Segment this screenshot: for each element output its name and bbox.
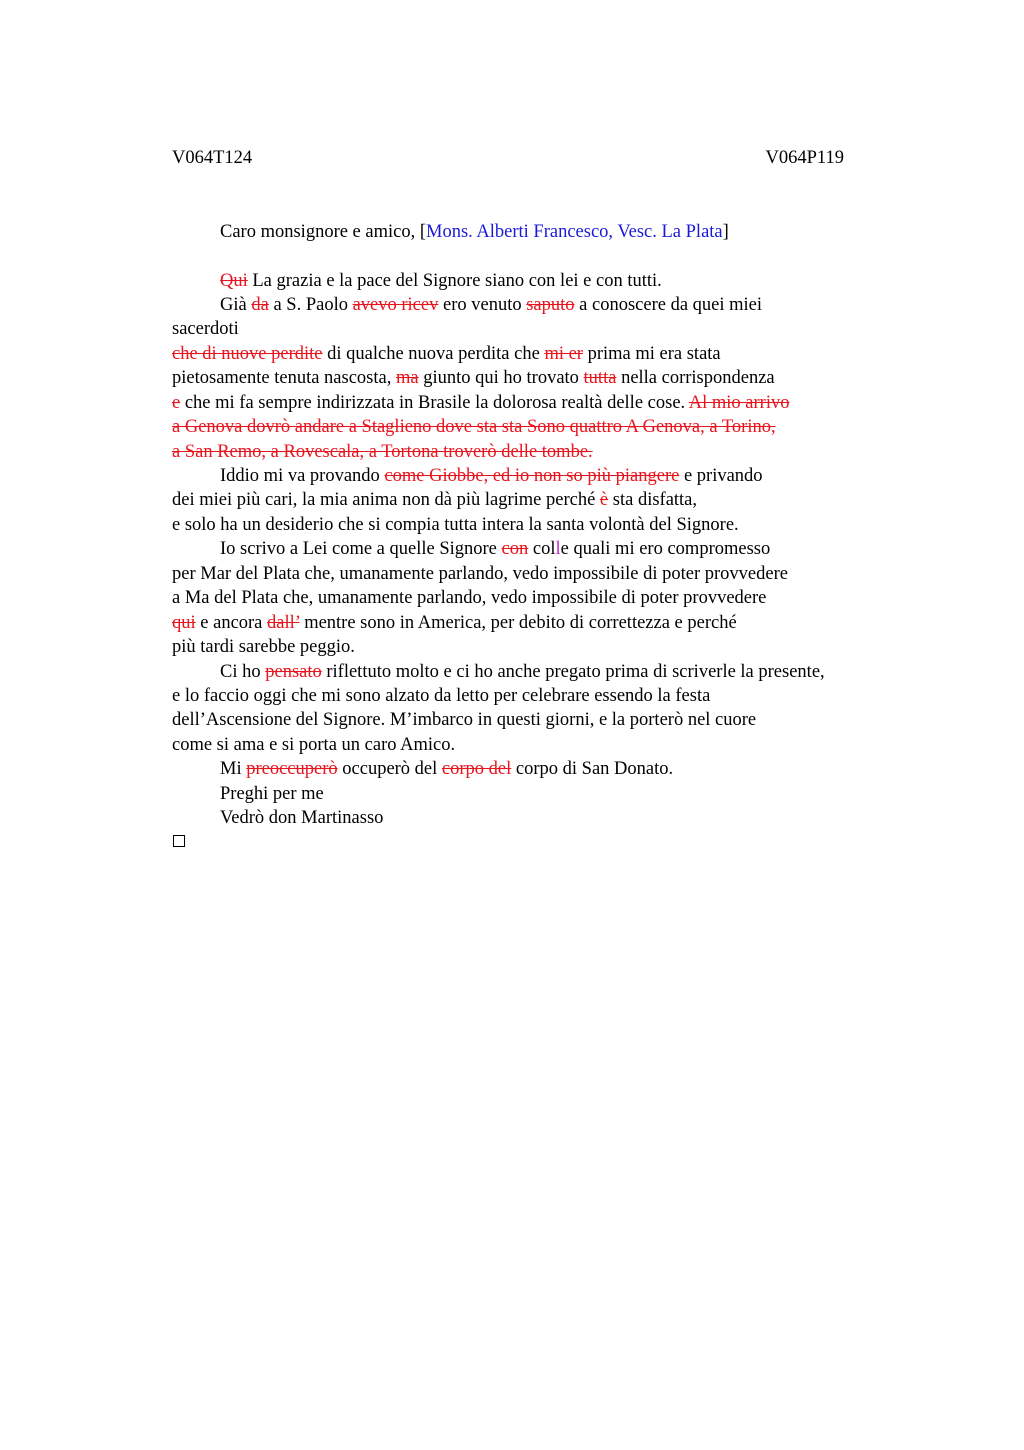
- recipient-annotation: Mons. Alberti Francesco, Vesc. La Plata: [426, 222, 723, 242]
- salutation: [220, 220, 729, 244]
- letter-text: a S. Paolo: [268, 295, 353, 315]
- letter-text: pietosamente tenuta nascosta,: [172, 368, 396, 388]
- letter-line: [220, 269, 662, 293]
- letter-text: col: [528, 539, 556, 559]
- deleted-text: ma: [395, 368, 419, 388]
- letter-line: [172, 733, 455, 757]
- letter-line: [172, 317, 239, 341]
- letter-text: che mi fa sempre indirizzata in Brasile la dolorosa realtà delle cose.: [180, 393, 689, 413]
- letter-text: prima mi era stata: [582, 344, 721, 364]
- letter-text: ero venuto: [438, 295, 527, 315]
- deleted-text: Qui: [220, 271, 248, 291]
- letter-text: sacerdoti: [172, 319, 239, 339]
- letter-line: [220, 537, 770, 561]
- deleted-text: qui: [172, 613, 196, 633]
- salutation-text: Caro monsignore e amico, [: [220, 222, 427, 242]
- deleted-text: mi er: [544, 344, 583, 364]
- letter-text: giunto qui ho trovato: [418, 368, 584, 388]
- deleted-text: da: [251, 295, 269, 315]
- letter-text: occuperò del: [337, 759, 442, 779]
- letter-text: e quali mi ero compromesso: [560, 539, 771, 559]
- deleted-text: pensato: [265, 662, 322, 682]
- document-code-left: V064T124: [172, 148, 253, 168]
- letter-text: Mi: [220, 759, 247, 779]
- deleted-text: saputo: [526, 295, 575, 315]
- letter-text: corpo di San Donato.: [511, 759, 674, 779]
- letter-text: e solo ha un desiderio che si compia tutta intera la santa volontà del Signore.: [172, 515, 739, 535]
- deleted-text: come Giobbe, ed io non so più piangere: [384, 466, 680, 486]
- letter-line: [220, 293, 762, 317]
- deleted-text: corpo del: [441, 759, 512, 779]
- letter-line: [220, 757, 673, 781]
- deleted-text: a San Remo, a Rovescala, a Tortona troverò delle tombe.: [172, 442, 593, 462]
- letter-line: [172, 635, 355, 659]
- letter-text: e lo faccio oggi che mi sono alzato da letto per celebrare essendo la festa: [172, 686, 711, 706]
- letter-line: [172, 611, 737, 635]
- letter-line: [172, 440, 593, 464]
- letter-line: [172, 488, 697, 512]
- letter-text: dei miei più cari, la mia anima non dà più lagrime perché: [172, 490, 600, 510]
- letter-text: per Mar del Plata che, umanamente parlando, vedo impossibile di poter provvedere: [172, 564, 788, 584]
- letter-line: [172, 415, 776, 439]
- deleted-text: a Genova dovrò andare a Staglieno dove sta sta Sono quattro A Genova, a Torino,: [172, 417, 776, 437]
- letter-text: Iddio mi va provando: [220, 466, 385, 486]
- letter-text: a Ma del Plata che, umanamente parlando, vedo impossibile di poter provvedere: [172, 588, 767, 608]
- letter-line: [172, 586, 766, 610]
- letter-line: [172, 708, 756, 732]
- deleted-text: è: [599, 490, 609, 510]
- letter-line: [220, 464, 763, 488]
- deleted-text: e: [172, 393, 181, 413]
- letter-text: nella corrispondenza: [616, 368, 775, 388]
- letter-text: Vedrò don Martinasso: [220, 808, 384, 828]
- end-marker-box: [173, 835, 185, 847]
- letter-text: Preghi per me: [220, 784, 324, 804]
- letter-text: La grazia e la pace del Signore siano con lei e con tutti.: [247, 271, 662, 291]
- deleted-text: preoccuperò: [246, 759, 338, 779]
- document-code-right: V064P119: [765, 148, 844, 168]
- letter-text: mentre sono in America, per debito di correttezza e perché: [299, 613, 737, 633]
- deleted-text: che di nuove perdite: [172, 344, 323, 364]
- letter-text: riflettuto molto e ci ho anche pregato prima di scriverle la presente,: [321, 662, 825, 682]
- letter-text: Già: [220, 295, 252, 315]
- letter-line: [172, 684, 710, 708]
- letter-line: [220, 782, 324, 806]
- letter-text: Ci ho: [220, 662, 266, 682]
- letter-text: di qualche nuova perdita che: [322, 344, 545, 364]
- deleted-text: tutta: [583, 368, 617, 388]
- deleted-text: dall’: [267, 613, 300, 633]
- letter-text: e privando: [679, 466, 763, 486]
- deleted-text: con: [501, 539, 529, 559]
- letter-text: come si ama e si porta un caro Amico.: [172, 735, 456, 755]
- letter-text: a conoscere da quei miei: [574, 295, 763, 315]
- letter-text: sta disfatta,: [608, 490, 698, 510]
- letter-line: [220, 806, 383, 830]
- letter-line: [172, 366, 775, 390]
- deleted-text: avevo ricev: [352, 295, 439, 315]
- letter-line: [172, 342, 721, 366]
- deleted-text: Al mio arrivo: [688, 393, 790, 413]
- letter-line: [172, 513, 739, 537]
- letter-line: [172, 391, 789, 415]
- letter-line: [220, 660, 825, 684]
- letter-text: e ancora: [195, 613, 268, 633]
- letter-text: Io scrivo a Lei come a quelle Signore: [220, 539, 502, 559]
- letter-text: più tardi sarebbe peggio.: [172, 637, 355, 657]
- letter-text: dell’Ascensione del Signore. M’imbarco in questi giorni, e la porterò nel cuore: [172, 710, 757, 730]
- salutation-bracket: ]: [722, 222, 729, 242]
- inserted-text: l: [555, 539, 561, 559]
- letter-line: [172, 562, 788, 586]
